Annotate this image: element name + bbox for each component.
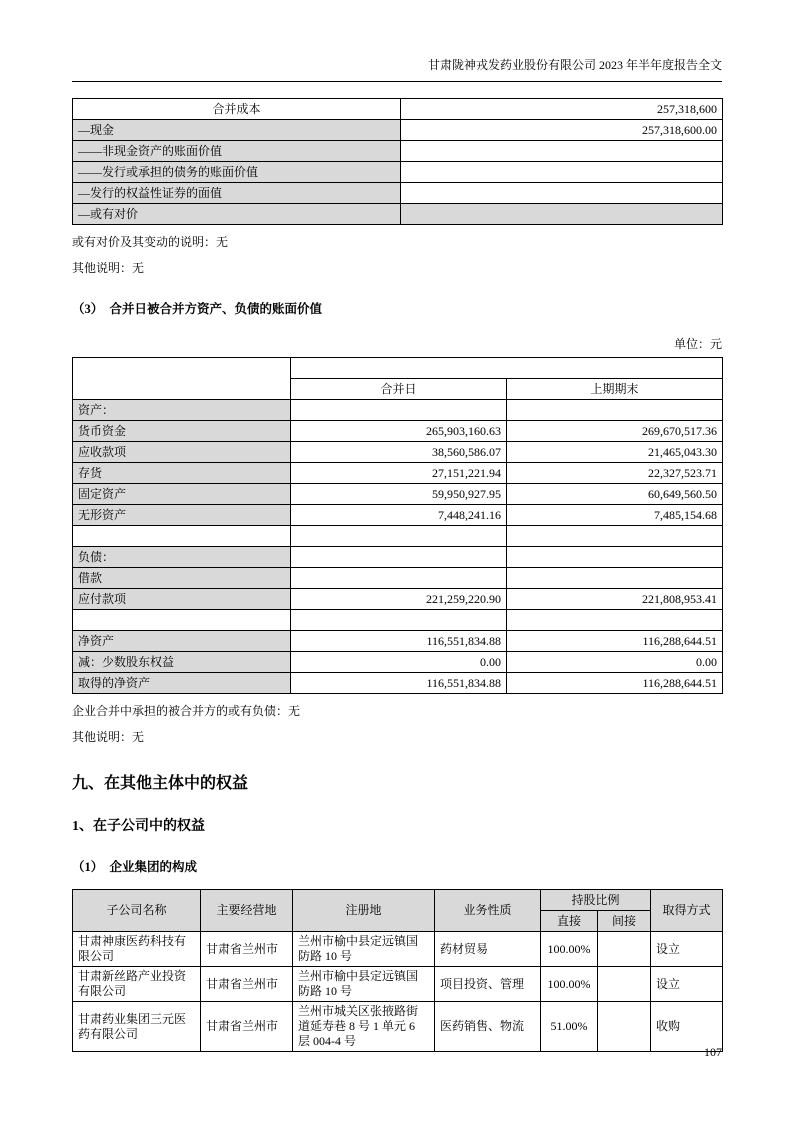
table-row xyxy=(73,204,723,225)
merge-cost-table xyxy=(72,98,723,225)
cell-label: 取得的净资产 xyxy=(73,673,291,694)
cell-business-nature: 医药销售、物流 xyxy=(435,1002,541,1052)
table-row xyxy=(73,400,723,421)
cell-value xyxy=(507,400,723,421)
col-header-registered-place: 注册地 xyxy=(293,890,435,932)
unit-label: 单位：元 xyxy=(673,337,722,351)
table-row xyxy=(73,547,723,568)
cell-label: —发行的权益性证券的面值 xyxy=(73,183,401,204)
cell-indirect-ratio xyxy=(598,932,651,967)
cell-value: 59,950,927.95 xyxy=(291,484,507,505)
table-row xyxy=(73,652,723,673)
cell-value: 7,485,154.68 xyxy=(507,505,723,526)
table-row xyxy=(73,1002,723,1052)
cell-business-nature: 药材贸易 xyxy=(435,932,541,967)
document-header xyxy=(72,57,722,82)
table-header-row xyxy=(73,890,723,911)
subsection-1-heading: 1、在子公司中的权益 xyxy=(72,819,205,834)
cell-label xyxy=(73,526,291,547)
section-9-heading: 九、在其他主体中的权益 xyxy=(72,775,249,792)
col-header-direct: 直接 xyxy=(541,911,598,932)
table-spacer-row xyxy=(73,610,723,631)
col-header-subsidiary-name: 子公司名称 xyxy=(73,890,201,932)
cell-direct-ratio: 100.00% xyxy=(541,932,598,967)
cell-indirect-ratio xyxy=(598,967,651,1002)
col-header-principal-place: 主要经营地 xyxy=(201,890,293,932)
cell-value xyxy=(401,183,723,204)
table-header-row xyxy=(73,358,723,379)
cell-value xyxy=(401,162,723,183)
cell-acquisition-method: 设立 xyxy=(651,967,723,1002)
cell-value: 0.00 xyxy=(291,652,507,673)
cell-value xyxy=(291,400,507,421)
cell-value xyxy=(507,526,723,547)
subsection-1-1-heading: （1） 企业集团的构成 xyxy=(72,860,198,874)
table-row xyxy=(73,505,723,526)
table-row xyxy=(73,421,723,442)
cell-label: ——发行或承担的债务的账面价值 xyxy=(73,162,401,183)
cell-value xyxy=(401,141,723,162)
cell-subsidiary-name: 甘肃药业集团三元医药有限公司 xyxy=(73,1002,201,1052)
cell-value: 0.00 xyxy=(507,652,723,673)
cell-value xyxy=(507,610,723,631)
cell-label xyxy=(73,610,291,631)
cell-value: 38,560,586.07 xyxy=(291,442,507,463)
section-3-heading: （3） 合并日被合并方资产、负债的账面价值 xyxy=(72,302,323,316)
table-row xyxy=(73,141,723,162)
cell-acquisition-method: 设立 xyxy=(651,932,723,967)
cell-value xyxy=(291,547,507,568)
cell-principal-place: 甘肃省兰州市 xyxy=(201,967,293,1002)
cell-label: 存货 xyxy=(73,463,291,484)
table-row xyxy=(73,183,723,204)
cell-value: 221,259,220.90 xyxy=(291,589,507,610)
subsidiaries-table xyxy=(72,889,723,1052)
col-header-acquisition-method: 取得方式 xyxy=(651,890,723,932)
note-contingent-liability: 企业合并中承担的被合并方的或有负债：无 xyxy=(72,704,301,718)
cell-value xyxy=(401,204,723,225)
cell-label: 减：少数股东权益 xyxy=(73,652,291,673)
col-header-indirect: 间接 xyxy=(598,911,651,932)
cell-value xyxy=(507,547,723,568)
col-header-prior-period: 上期期末 xyxy=(507,379,723,400)
table-row xyxy=(73,967,723,1002)
col-header-business-nature: 业务性质 xyxy=(435,890,541,932)
table-row xyxy=(73,484,723,505)
cell-value: 257,318,600 xyxy=(401,99,723,120)
cell-label: 应付款项 xyxy=(73,589,291,610)
table-row xyxy=(73,463,723,484)
cell-value: 116,551,834.88 xyxy=(291,673,507,694)
cell-label: ——非现金资产的账面价值 xyxy=(73,141,401,162)
table-row xyxy=(73,162,723,183)
col-header-shareholding-ratio: 持股比例 xyxy=(541,890,651,911)
document-title: 甘肃陇神戎发药业股份有限公司 2023 年半年度报告全文 xyxy=(427,58,722,72)
cell-direct-ratio: 51.00% xyxy=(541,1002,598,1052)
cell-label: 应收款项 xyxy=(73,442,291,463)
cell-value xyxy=(291,526,507,547)
cell-value xyxy=(291,610,507,631)
cell-registered-place: 兰州市榆中县定远镇国防路 10 号 xyxy=(293,932,435,967)
col-header-merge-date: 合并日 xyxy=(291,379,507,400)
cell-value: 116,288,644.51 xyxy=(507,631,723,652)
note-other-2: 其他说明：无 xyxy=(72,730,145,744)
table-row xyxy=(73,120,723,141)
cell-value: 21,465,043.30 xyxy=(507,442,723,463)
cell-direct-ratio: 100.00% xyxy=(541,967,598,1002)
cell-label: 借款 xyxy=(73,568,291,589)
cell-principal-place: 甘肃省兰州市 xyxy=(201,932,293,967)
cell-value: 22,327,523.71 xyxy=(507,463,723,484)
cell-value: 269,670,517.36 xyxy=(507,421,723,442)
cell-registered-place: 兰州市城关区张掖路街道延寿巷 8 号 1 单元 6 层 004-4 号 xyxy=(293,1002,435,1052)
cell-value: 116,551,834.88 xyxy=(291,631,507,652)
table-row xyxy=(73,99,723,120)
table-row xyxy=(73,442,723,463)
cell-value: 221,808,953.41 xyxy=(507,589,723,610)
cell-value: 27,151,221.94 xyxy=(291,463,507,484)
cell-label: 合并成本 xyxy=(73,99,401,120)
cell-label: 负债： xyxy=(73,547,291,568)
page-number: 107 xyxy=(704,1045,722,1059)
cell-subsidiary-name: 甘肃神康医药科技有限公司 xyxy=(73,932,201,967)
cell-acquisition-method: 收购 xyxy=(651,1002,723,1052)
cell-label: —或有对价 xyxy=(73,204,401,225)
cell-value xyxy=(507,568,723,589)
note-other: 其他说明：无 xyxy=(72,261,145,275)
cell-label: 净资产 xyxy=(73,631,291,652)
cell-value xyxy=(291,568,507,589)
cell-label: 无形资产 xyxy=(73,505,291,526)
book-value-table xyxy=(72,357,723,694)
table-spacer-row xyxy=(73,526,723,547)
table-row xyxy=(73,631,723,652)
table-row xyxy=(73,932,723,967)
cell-label: —现金 xyxy=(73,120,401,141)
table-row xyxy=(73,589,723,610)
cell-empty-header xyxy=(291,358,723,379)
cell-value: 257,318,600.00 xyxy=(401,120,723,141)
cell-empty-corner xyxy=(73,358,291,400)
note-contingent-consideration: 或有对价及其变动的说明：无 xyxy=(72,235,229,249)
cell-value: 60,649,560.50 xyxy=(507,484,723,505)
cell-indirect-ratio xyxy=(598,1002,651,1052)
cell-registered-place: 兰州市榆中县定远镇国防路 10 号 xyxy=(293,967,435,1002)
cell-principal-place: 甘肃省兰州市 xyxy=(201,1002,293,1052)
cell-business-nature: 项目投资、管理 xyxy=(435,967,541,1002)
table-row xyxy=(73,673,723,694)
cell-value: 265,903,160.63 xyxy=(291,421,507,442)
table-row xyxy=(73,568,723,589)
cell-label: 货币资金 xyxy=(73,421,291,442)
cell-label: 资产： xyxy=(73,400,291,421)
cell-value: 116,288,644.51 xyxy=(507,673,723,694)
cell-value: 7,448,241.16 xyxy=(291,505,507,526)
cell-label: 固定资产 xyxy=(73,484,291,505)
cell-subsidiary-name: 甘肃新丝路产业投资有限公司 xyxy=(73,967,201,1002)
